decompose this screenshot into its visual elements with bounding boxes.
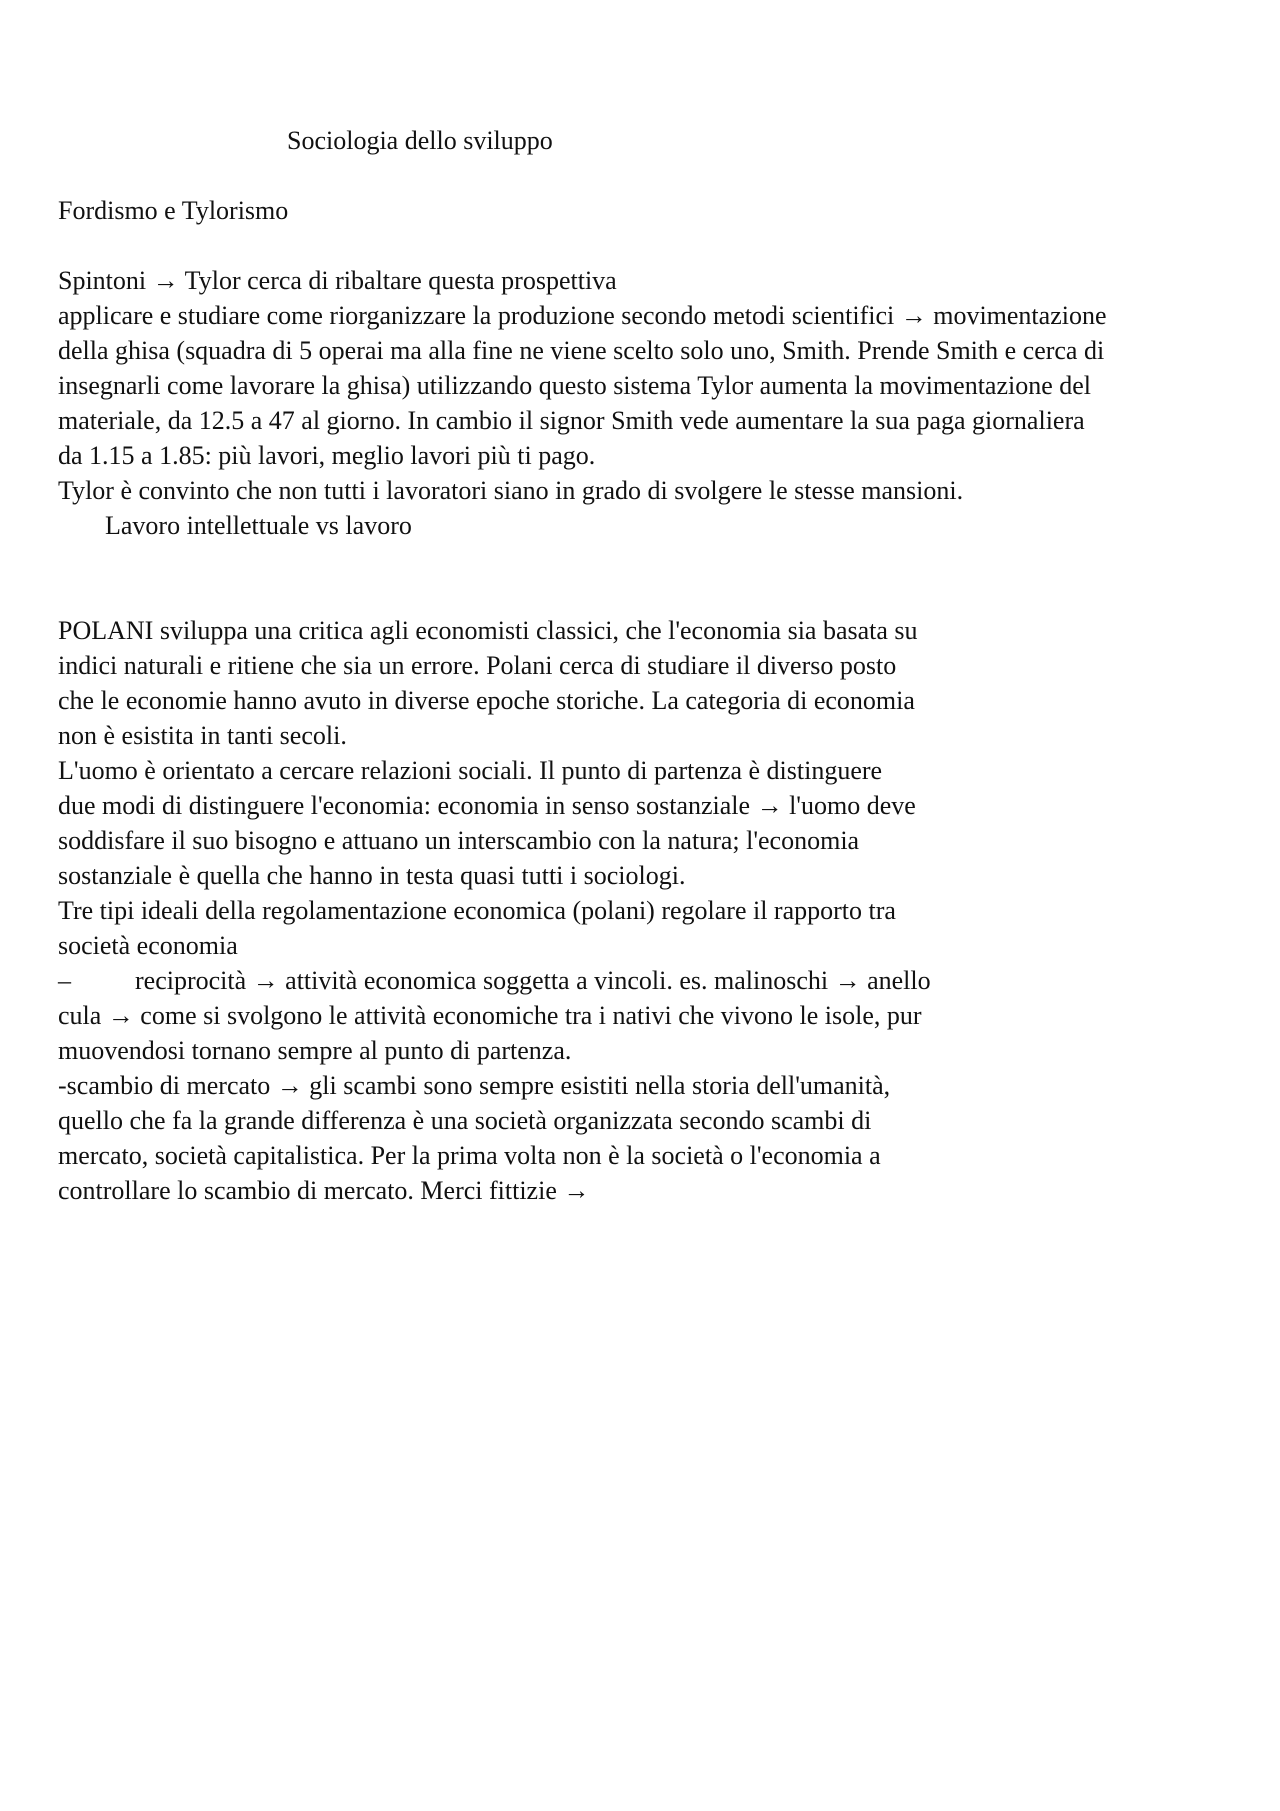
text-line: mercato, società capitalistica. Per la prima volta non è la società o l'economia a — [58, 1141, 881, 1170]
text-line: materiale, da 12.5 a 47 al giorno. In cambio il signor Smith vede aumentare la sua paga giornaliera — [58, 406, 1085, 435]
text-line: controllare lo scambio di mercato. Merci fittizie → — [58, 1176, 590, 1205]
text-line: quello che fa la grande differenza è una società organizzata secondo scambi di — [58, 1106, 872, 1135]
text-line: indici naturali e ritiene che sia un errore. Polani cerca di studiare il diverso posto — [58, 651, 897, 680]
text-line: L'uomo è orientato a cercare relazioni sociali. Il punto di partenza è distinguere — [58, 756, 883, 785]
text-line: insegnarli come lavorare la ghisa) utilizzando questo sistema Tylor aumenta la movimentazione del — [58, 371, 1092, 400]
text-line: Tylor è convinto che non tutti i lavoratori siano in grado di svolgere le stesse mansioni. — [58, 476, 964, 505]
text-line: Tre tipi ideali della regolamentazione economica (polani) regolare il rapporto tra — [58, 896, 896, 925]
text-line: POLANI sviluppa una critica agli economisti classici, che l'economia sia basata su — [58, 616, 918, 645]
indented-line: Lavoro intellettuale vs lavoro — [105, 511, 412, 540]
text-line: due modi di distinguere l'economia: economia in senso sostanziale → l'uomo deve — [58, 791, 916, 820]
text-line: muovendosi tornano sempre al punto di partenza. — [58, 1036, 572, 1065]
bullet-text: reciprocità → attività economica soggetta a vincoli. es. malinoschi → anello — [135, 966, 931, 995]
text-line: sostanziale è quella che hanno in testa quasi tutti i sociologi. — [58, 861, 686, 890]
text-line: soddisfare il suo bisogno e attuano un interscambio con la natura; l'economia — [58, 826, 860, 855]
text-line: Spintoni → Tylor cerca di ribaltare questa prospettiva — [58, 266, 617, 295]
text-line: cula → come si svolgono le attività economiche tra i nativi che vivono le isole, pur — [58, 1001, 922, 1030]
text-line: della ghisa (squadra di 5 operai ma alla fine ne viene scelto solo uno, Smith. Prende Smith e cerca di — [58, 336, 1105, 365]
bullet-dash: – — [58, 966, 71, 995]
text-line: che le economie hanno avuto in diverse epoche storiche. La categoria di economia — [58, 686, 915, 715]
text-line: applicare e studiare come riorganizzare la produzione secondo metodi scientifici → movimentazione — [58, 301, 1107, 330]
text-line: società economia — [58, 931, 238, 960]
text-line: -scambio di mercato → gli scambi sono sempre esistiti nella storia dell'umanità, — [58, 1071, 891, 1100]
text-line: non è esistita in tanti secoli. — [58, 721, 347, 750]
text-line: da 1.15 a 1.85: più lavori, meglio lavori più ti pago. — [58, 441, 596, 470]
document-title: Sociologia dello sviluppo — [287, 126, 553, 155]
section-heading: Fordismo e Tylorismo — [58, 196, 289, 225]
